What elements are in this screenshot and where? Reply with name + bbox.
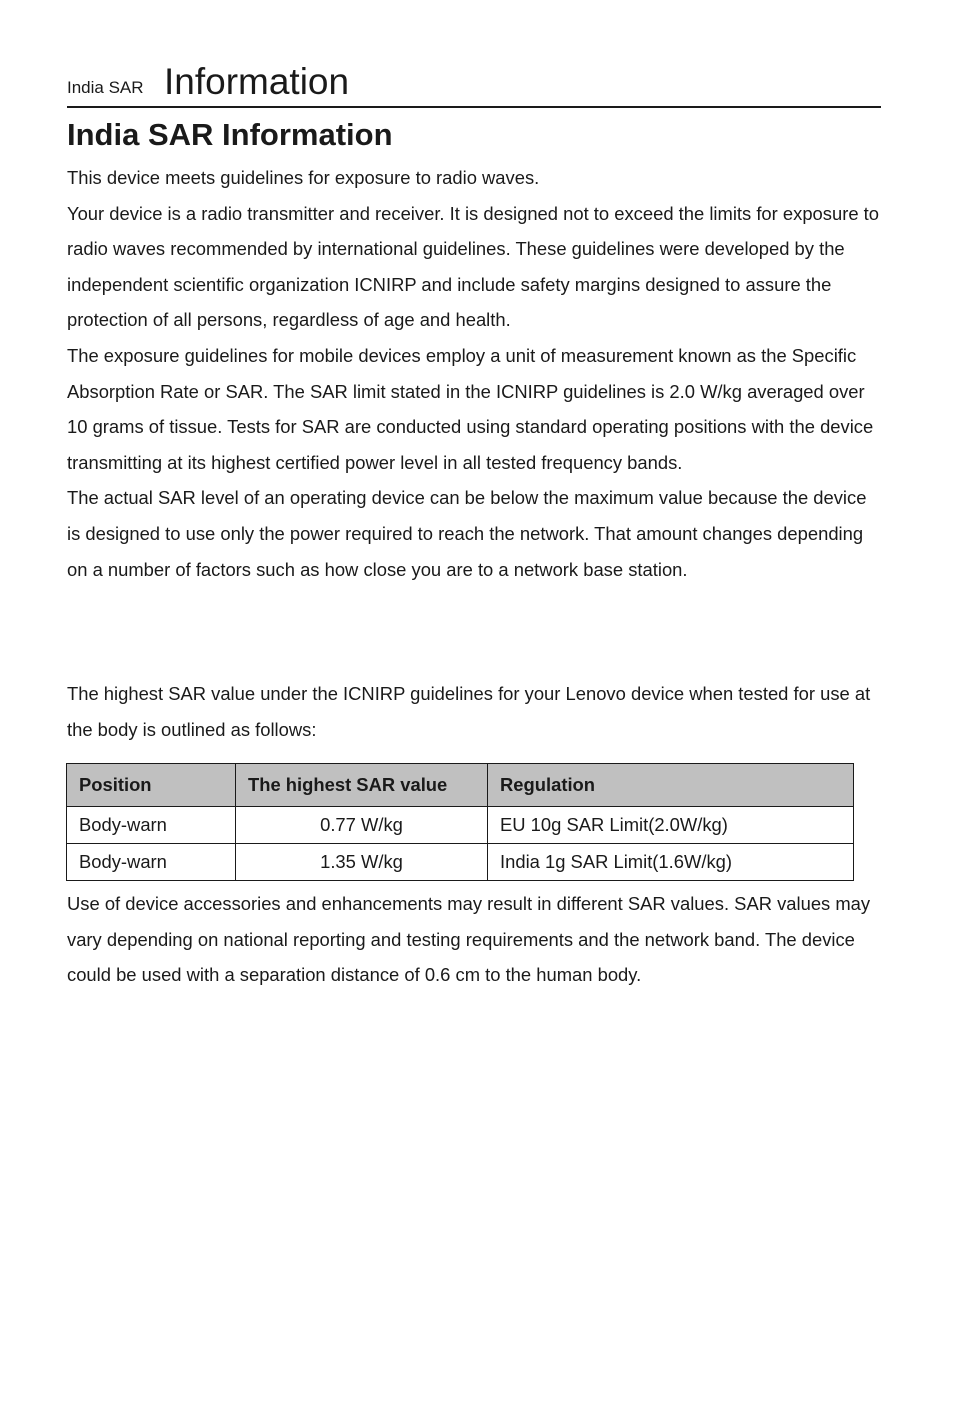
table-header-row xyxy=(67,764,854,807)
table-header-sar-value: The highest SAR value xyxy=(236,764,488,807)
table-row xyxy=(67,844,854,881)
table-row xyxy=(67,807,854,844)
table-cell-sar-value: 0.77 W/kg xyxy=(236,807,488,844)
accessories-section xyxy=(67,886,881,993)
highest-sar-section xyxy=(67,676,881,747)
paragraph-guidelines: This device meets guidelines for exposure to radio waves. xyxy=(67,167,540,188)
sar-table xyxy=(66,763,854,881)
paragraph-actual-sar: The actual SAR level of an operating device can be below the maximum value because the device is designed to use only the power required to reach the network. That amount changes depending on a number of factors such as how close you are to a network base station. xyxy=(67,487,867,580)
running-header-big: Information xyxy=(164,61,350,102)
intro-section xyxy=(67,160,881,587)
document-title: India SAR Information xyxy=(67,117,393,152)
paragraph-exposure: The exposure guidelines for mobile devices employ a unit of measurement known as the Specific Absorption Rate or SAR. The SAR limit stated in the ICNIRP guidelines is 2.0 W/kg averaged over 10 grams of tissue. Tests for SAR are conducted using standard operating positions with the device transmitting at its highest certified power level in all tested frequency bands. xyxy=(67,344,874,473)
running-header-small: India SAR xyxy=(67,78,144,97)
table-cell-position: Body-warn xyxy=(67,844,236,881)
table-header-position: Position xyxy=(67,764,236,807)
table-cell-regulation: India 1g SAR Limit(1.6W/kg) xyxy=(488,844,854,881)
paragraph-accessories: Use of device accessories and enhancements may result in different SAR values. SAR values may vary depending on national reporting and testing requirements and the network band. The device could be used with a separation distance of 0.6 cm to the human body. xyxy=(67,893,871,986)
paragraph-highest-sar: The highest SAR value under the ICNIRP guidelines for your Lenovo device when tested for use at the body is outlined as follows: xyxy=(67,683,871,740)
table-cell-sar-value: 1.35 W/kg xyxy=(236,844,488,881)
table-header-regulation: Regulation xyxy=(488,764,854,807)
running-header xyxy=(67,60,881,108)
table-cell-regulation: EU 10g SAR Limit(2.0W/kg) xyxy=(488,807,854,844)
table-cell-position: Body-warn xyxy=(67,807,236,844)
paragraph-transmitter: Your device is a radio transmitter and receiver. It is designed not to exceed the limits for exposure to radio waves recommended by international guidelines. These guidelines were developed by the independent scientific organization ICNIRP and include safety margins designed to assure the protection of all persons, regardless of age and health. xyxy=(67,202,879,331)
